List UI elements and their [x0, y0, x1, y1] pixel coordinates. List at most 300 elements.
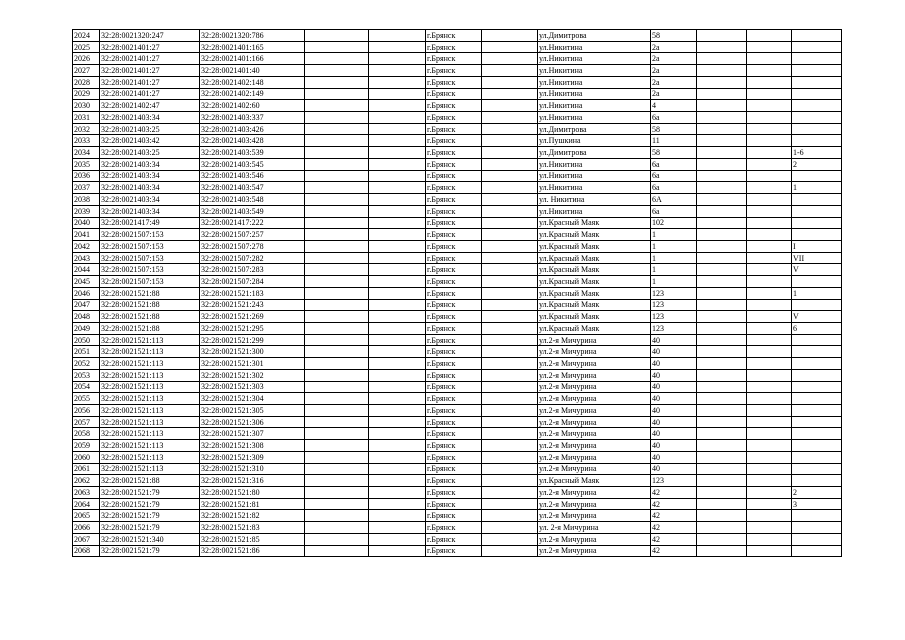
empty-cell	[697, 522, 747, 534]
empty-cell	[697, 147, 747, 159]
row-number-cell: 2028	[73, 76, 100, 88]
house-number-cell: 40	[651, 358, 697, 370]
house-number-cell: 6а	[651, 112, 697, 124]
premises-number-cell	[792, 451, 842, 463]
city-cell: г.Брянск	[426, 405, 482, 417]
table-row	[73, 123, 842, 135]
empty-cell	[369, 65, 426, 77]
empty-cell	[697, 428, 747, 440]
premises-number-cell	[792, 217, 842, 229]
house-number-cell: 58	[651, 147, 697, 159]
row-number-cell: 2029	[73, 88, 100, 100]
city-cell: г.Брянск	[426, 217, 482, 229]
empty-cell	[697, 30, 747, 42]
empty-cell	[369, 311, 426, 323]
empty-cell	[747, 334, 792, 346]
parent-cadastral-number-cell: 32:28:0021521:113	[100, 405, 200, 417]
house-number-cell: 123	[651, 475, 697, 487]
empty-cell	[697, 264, 747, 276]
empty-cell	[747, 346, 792, 358]
empty-cell	[697, 533, 747, 545]
city-cell: г.Брянск	[426, 393, 482, 405]
street-cell: ул.2-я Мичурина	[538, 405, 651, 417]
street-cell: ул.Никитина	[538, 158, 651, 170]
street-cell: ул.2-я Мичурина	[538, 487, 651, 499]
parent-cadastral-number-cell: 32:28:0021320:247	[100, 30, 200, 42]
premises-number-cell	[792, 30, 842, 42]
house-number-cell: 1	[651, 276, 697, 288]
parent-cadastral-number-cell: 32:28:0021403:34	[100, 158, 200, 170]
empty-cell	[747, 358, 792, 370]
premises-number-cell	[792, 393, 842, 405]
cadastral-number-cell: 32:28:0021521:85	[200, 533, 305, 545]
row-number-cell: 2047	[73, 299, 100, 311]
empty-cell	[482, 369, 538, 381]
premises-number-cell	[792, 381, 842, 393]
table-row	[73, 53, 842, 65]
parent-cadastral-number-cell: 32:28:0021521:113	[100, 463, 200, 475]
city-cell: г.Брянск	[426, 381, 482, 393]
empty-cell	[369, 451, 426, 463]
empty-cell	[482, 358, 538, 370]
house-number-cell: 42	[651, 522, 697, 534]
parent-cadastral-number-cell: 32:28:0021521:79	[100, 510, 200, 522]
empty-cell	[697, 170, 747, 182]
empty-cell	[305, 123, 369, 135]
row-number-cell: 2050	[73, 334, 100, 346]
table-row	[73, 182, 842, 194]
empty-cell	[369, 240, 426, 252]
table-row	[73, 533, 842, 545]
empty-cell	[305, 405, 369, 417]
street-cell: ул.2-я Мичурина	[538, 381, 651, 393]
empty-cell	[369, 100, 426, 112]
row-number-cell: 2054	[73, 381, 100, 393]
empty-cell	[697, 369, 747, 381]
empty-cell	[697, 510, 747, 522]
empty-cell	[482, 100, 538, 112]
row-number-cell: 2042	[73, 240, 100, 252]
street-cell: ул.Красный Маяк	[538, 322, 651, 334]
empty-cell	[369, 217, 426, 229]
city-cell: г.Брянск	[426, 112, 482, 124]
city-cell: г.Брянск	[426, 229, 482, 241]
parent-cadastral-number-cell: 32:28:0021521:113	[100, 369, 200, 381]
empty-cell	[697, 416, 747, 428]
cadastral-number-cell: 32:28:0021320:786	[200, 30, 305, 42]
cadastral-number-cell: 32:28:0021521:304	[200, 393, 305, 405]
street-cell: ул.Красный Маяк	[538, 299, 651, 311]
parent-cadastral-number-cell: 32:28:0021521:88	[100, 287, 200, 299]
empty-cell	[482, 30, 538, 42]
city-cell: г.Брянск	[426, 299, 482, 311]
house-number-cell: 58	[651, 30, 697, 42]
empty-cell	[697, 217, 747, 229]
empty-cell	[482, 170, 538, 182]
cadastral-number-cell: 32:28:0021403:545	[200, 158, 305, 170]
empty-cell	[369, 299, 426, 311]
row-number-cell: 2043	[73, 252, 100, 264]
row-number-cell: 2040	[73, 217, 100, 229]
city-cell: г.Брянск	[426, 416, 482, 428]
cadastral-number-cell: 32:28:0021507:257	[200, 229, 305, 241]
house-number-cell: 2а	[651, 65, 697, 77]
house-number-cell: 42	[651, 510, 697, 522]
premises-number-cell	[792, 41, 842, 53]
empty-cell	[305, 252, 369, 264]
premises-number-cell: 1-6	[792, 147, 842, 159]
cadastral-number-cell: 32:28:0021401:40	[200, 65, 305, 77]
empty-cell	[697, 475, 747, 487]
empty-cell	[747, 229, 792, 241]
cadastral-number-cell: 32:28:0021521:183	[200, 287, 305, 299]
cadastral-number-cell: 32:28:0021403:539	[200, 147, 305, 159]
empty-cell	[747, 205, 792, 217]
table-row	[73, 147, 842, 159]
cadastral-number-cell: 32:28:0021403:547	[200, 182, 305, 194]
empty-cell	[305, 510, 369, 522]
table-row	[73, 229, 842, 241]
empty-cell	[482, 53, 538, 65]
street-cell: ул.2-я Мичурина	[538, 369, 651, 381]
street-cell: ул.Красный Маяк	[538, 276, 651, 288]
parent-cadastral-number-cell: 32:28:0021521:113	[100, 416, 200, 428]
table-row	[73, 41, 842, 53]
empty-cell	[697, 112, 747, 124]
street-cell: ул.Никитина	[538, 76, 651, 88]
house-number-cell: 2а	[651, 88, 697, 100]
empty-cell	[369, 264, 426, 276]
empty-cell	[697, 158, 747, 170]
city-cell: г.Брянск	[426, 428, 482, 440]
empty-cell	[697, 229, 747, 241]
empty-cell	[747, 276, 792, 288]
empty-cell	[305, 287, 369, 299]
table-row	[73, 112, 842, 124]
house-number-cell: 1	[651, 264, 697, 276]
row-number-cell: 2053	[73, 369, 100, 381]
premises-number-cell	[792, 53, 842, 65]
empty-cell	[305, 416, 369, 428]
parent-cadastral-number-cell: 32:28:0021401:27	[100, 88, 200, 100]
empty-cell	[369, 358, 426, 370]
empty-cell	[482, 229, 538, 241]
street-cell: ул.2-я Мичурина	[538, 498, 651, 510]
empty-cell	[747, 76, 792, 88]
table-row	[73, 217, 842, 229]
cadastral-number-cell: 32:28:0021521:306	[200, 416, 305, 428]
empty-cell	[482, 287, 538, 299]
city-cell: г.Брянск	[426, 88, 482, 100]
city-cell: г.Брянск	[426, 158, 482, 170]
empty-cell	[482, 194, 538, 206]
parent-cadastral-number-cell: 32:28:0021401:27	[100, 53, 200, 65]
empty-cell	[482, 475, 538, 487]
parent-cadastral-number-cell: 32:28:0021401:27	[100, 65, 200, 77]
row-number-cell: 2063	[73, 487, 100, 499]
city-cell: г.Брянск	[426, 264, 482, 276]
empty-cell	[369, 182, 426, 194]
empty-cell	[482, 264, 538, 276]
premises-number-cell: I	[792, 240, 842, 252]
empty-cell	[369, 346, 426, 358]
empty-cell	[747, 53, 792, 65]
empty-cell	[482, 88, 538, 100]
street-cell: ул.2-я Мичурина	[538, 346, 651, 358]
city-cell: г.Брянск	[426, 240, 482, 252]
premises-number-cell	[792, 88, 842, 100]
empty-cell	[369, 135, 426, 147]
table-row	[73, 428, 842, 440]
premises-number-cell	[792, 346, 842, 358]
empty-cell	[369, 287, 426, 299]
empty-cell	[697, 194, 747, 206]
house-number-cell: 40	[651, 369, 697, 381]
premises-number-cell	[792, 533, 842, 545]
table-row	[73, 30, 842, 42]
premises-number-cell: VII	[792, 252, 842, 264]
table-row	[73, 405, 842, 417]
empty-cell	[747, 451, 792, 463]
table-row	[73, 510, 842, 522]
empty-cell	[747, 416, 792, 428]
parent-cadastral-number-cell: 32:28:0021401:27	[100, 41, 200, 53]
empty-cell	[369, 510, 426, 522]
empty-cell	[305, 381, 369, 393]
premises-number-cell	[792, 299, 842, 311]
premises-number-cell	[792, 545, 842, 557]
empty-cell	[305, 428, 369, 440]
cadastral-number-cell: 32:28:0021507:282	[200, 252, 305, 264]
street-cell: ул.Красный Маяк	[538, 287, 651, 299]
empty-cell	[305, 475, 369, 487]
premises-number-cell	[792, 229, 842, 241]
house-number-cell: 42	[651, 498, 697, 510]
house-number-cell: 4	[651, 100, 697, 112]
street-cell: ул. Никитина	[538, 194, 651, 206]
street-cell: ул.2-я Мичурина	[538, 440, 651, 452]
city-cell: г.Брянск	[426, 123, 482, 135]
empty-cell	[747, 498, 792, 510]
empty-cell	[369, 522, 426, 534]
row-number-cell: 2045	[73, 276, 100, 288]
table-row	[73, 65, 842, 77]
cadastral-number-cell: 32:28:0021521:307	[200, 428, 305, 440]
empty-cell	[305, 451, 369, 463]
cadastral-number-cell: 32:28:0021403:337	[200, 112, 305, 124]
house-number-cell: 123	[651, 322, 697, 334]
premises-number-cell	[792, 463, 842, 475]
premises-number-cell: 1	[792, 287, 842, 299]
empty-cell	[369, 252, 426, 264]
house-number-cell: 42	[651, 533, 697, 545]
row-number-cell: 2058	[73, 428, 100, 440]
table-row	[73, 264, 842, 276]
parent-cadastral-number-cell: 32:28:0021521:79	[100, 498, 200, 510]
empty-cell	[747, 147, 792, 159]
empty-cell	[305, 334, 369, 346]
cadastral-number-cell: 32:28:0021521:300	[200, 346, 305, 358]
city-cell: г.Брянск	[426, 358, 482, 370]
street-cell: ул.2-я Мичурина	[538, 463, 651, 475]
house-number-cell: 40	[651, 451, 697, 463]
empty-cell	[482, 381, 538, 393]
premises-number-cell: 2	[792, 487, 842, 499]
cadastral-number-cell: 32:28:0021403:549	[200, 205, 305, 217]
empty-cell	[482, 533, 538, 545]
empty-cell	[369, 475, 426, 487]
empty-cell	[747, 287, 792, 299]
empty-cell	[482, 334, 538, 346]
city-cell: г.Брянск	[426, 170, 482, 182]
parent-cadastral-number-cell: 32:28:0021403:34	[100, 194, 200, 206]
empty-cell	[697, 135, 747, 147]
parent-cadastral-number-cell: 32:28:0021521:340	[100, 533, 200, 545]
empty-cell	[697, 498, 747, 510]
parent-cadastral-number-cell: 32:28:0021521:113	[100, 440, 200, 452]
cadastral-number-cell: 32:28:0021401:166	[200, 53, 305, 65]
empty-cell	[482, 346, 538, 358]
premises-number-cell	[792, 510, 842, 522]
empty-cell	[747, 30, 792, 42]
empty-cell	[697, 322, 747, 334]
empty-cell	[697, 276, 747, 288]
city-cell: г.Брянск	[426, 451, 482, 463]
cadastral-number-cell: 32:28:0021403:548	[200, 194, 305, 206]
premises-number-cell	[792, 475, 842, 487]
empty-cell	[697, 240, 747, 252]
parent-cadastral-number-cell: 32:28:0021521:113	[100, 428, 200, 440]
empty-cell	[482, 41, 538, 53]
premises-number-cell	[792, 170, 842, 182]
parent-cadastral-number-cell: 32:28:0021401:27	[100, 76, 200, 88]
empty-cell	[305, 440, 369, 452]
empty-cell	[305, 194, 369, 206]
city-cell: г.Брянск	[426, 41, 482, 53]
empty-cell	[369, 158, 426, 170]
empty-cell	[747, 299, 792, 311]
empty-cell	[369, 533, 426, 545]
parent-cadastral-number-cell: 32:28:0021521:113	[100, 451, 200, 463]
parent-cadastral-number-cell: 32:28:0021507:153	[100, 264, 200, 276]
cadastral-number-cell: 32:28:0021403:426	[200, 123, 305, 135]
empty-cell	[697, 487, 747, 499]
premises-number-cell	[792, 428, 842, 440]
empty-cell	[369, 405, 426, 417]
empty-cell	[482, 498, 538, 510]
house-number-cell: 1	[651, 229, 697, 241]
premises-number-cell	[792, 112, 842, 124]
parent-cadastral-number-cell: 32:28:0021521:88	[100, 475, 200, 487]
house-number-cell: 58	[651, 123, 697, 135]
street-cell: ул.2-я Мичурина	[538, 334, 651, 346]
parent-cadastral-number-cell: 32:28:0021521:88	[100, 322, 200, 334]
empty-cell	[369, 545, 426, 557]
house-number-cell: 2а	[651, 53, 697, 65]
parent-cadastral-number-cell: 32:28:0021507:153	[100, 276, 200, 288]
row-number-cell: 2041	[73, 229, 100, 241]
empty-cell	[747, 311, 792, 323]
table-row	[73, 252, 842, 264]
cadastral-number-cell: 32:28:0021401:165	[200, 41, 305, 53]
table-row	[73, 463, 842, 475]
row-number-cell: 2039	[73, 205, 100, 217]
street-cell: ул.2-я Мичурина	[538, 416, 651, 428]
premises-number-cell	[792, 276, 842, 288]
premises-number-cell	[792, 405, 842, 417]
empty-cell	[697, 393, 747, 405]
city-cell: г.Брянск	[426, 498, 482, 510]
street-cell: ул.Димитрова	[538, 123, 651, 135]
street-cell: ул.Димитрова	[538, 147, 651, 159]
empty-cell	[482, 205, 538, 217]
street-cell: ул.2-я Мичурина	[538, 545, 651, 557]
table-row	[73, 88, 842, 100]
house-number-cell: 123	[651, 287, 697, 299]
empty-cell	[747, 264, 792, 276]
empty-cell	[369, 205, 426, 217]
empty-cell	[305, 487, 369, 499]
city-cell: г.Брянск	[426, 322, 482, 334]
empty-cell	[482, 311, 538, 323]
empty-cell	[369, 170, 426, 182]
premises-number-cell	[792, 522, 842, 534]
empty-cell	[305, 264, 369, 276]
row-number-cell: 2067	[73, 533, 100, 545]
empty-cell	[369, 88, 426, 100]
empty-cell	[697, 53, 747, 65]
parent-cadastral-number-cell: 32:28:0021507:153	[100, 229, 200, 241]
house-number-cell: 40	[651, 346, 697, 358]
premises-number-cell: 6	[792, 322, 842, 334]
empty-cell	[305, 229, 369, 241]
empty-cell	[747, 405, 792, 417]
empty-cell	[305, 311, 369, 323]
row-number-cell: 2024	[73, 30, 100, 42]
premises-number-cell: V	[792, 311, 842, 323]
empty-cell	[369, 334, 426, 346]
parent-cadastral-number-cell: 32:28:0021521:79	[100, 545, 200, 557]
table-row	[73, 475, 842, 487]
street-cell: ул.Никитина	[538, 182, 651, 194]
house-number-cell: 42	[651, 545, 697, 557]
row-number-cell: 2036	[73, 170, 100, 182]
empty-cell	[482, 112, 538, 124]
cadastral-number-cell: 32:28:0021521:303	[200, 381, 305, 393]
house-number-cell: 40	[651, 440, 697, 452]
empty-cell	[697, 88, 747, 100]
empty-cell	[482, 65, 538, 77]
empty-cell	[747, 533, 792, 545]
empty-cell	[697, 545, 747, 557]
empty-cell	[697, 65, 747, 77]
row-number-cell: 2038	[73, 194, 100, 206]
street-cell: ул.Никитина	[538, 170, 651, 182]
parent-cadastral-number-cell: 32:28:0021403:34	[100, 112, 200, 124]
parent-cadastral-number-cell: 32:28:0021521:88	[100, 299, 200, 311]
empty-cell	[697, 41, 747, 53]
premises-number-cell	[792, 334, 842, 346]
row-number-cell: 2032	[73, 123, 100, 135]
street-cell: ул.2-я Мичурина	[538, 451, 651, 463]
house-number-cell: 40	[651, 393, 697, 405]
row-number-cell: 2035	[73, 158, 100, 170]
empty-cell	[747, 522, 792, 534]
empty-cell	[369, 463, 426, 475]
parent-cadastral-number-cell: 32:28:0021403:25	[100, 123, 200, 135]
empty-cell	[747, 240, 792, 252]
street-cell: ул.2-я Мичурина	[538, 393, 651, 405]
